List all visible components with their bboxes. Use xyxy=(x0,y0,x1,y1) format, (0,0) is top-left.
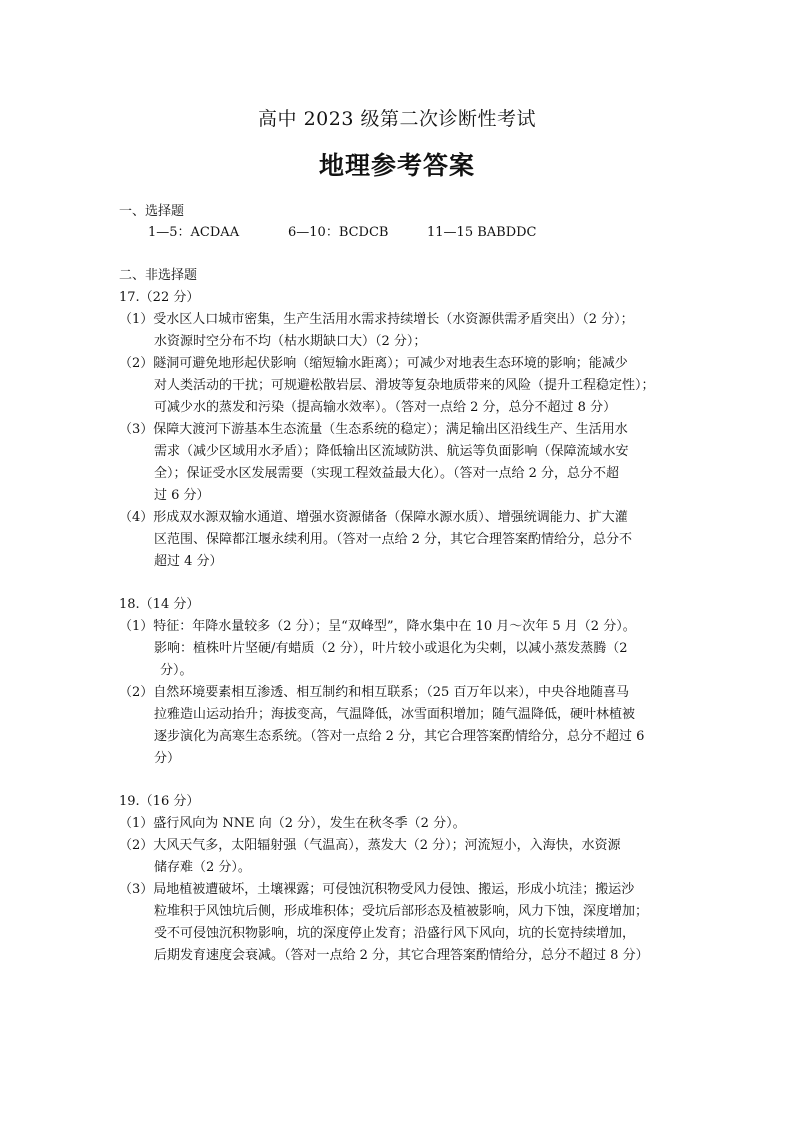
q17-line: 需求（减少区域用水矛盾）；降低输出区流域防洪、航运等负面影响（保障流域水安 xyxy=(154,444,629,459)
q19-line: （1）盛行风向为 NNE 向（2 分），发生在秋冬季（2 分）。 xyxy=(119,816,466,831)
q18-line: （1）特征：年降水量较多（2 分）；呈“双峰型”，降水集中在 10 月～次年 5 月（2 分）。 xyxy=(119,619,636,634)
q19-line: 储存难（2 分）。 xyxy=(154,860,251,875)
q17-line: （2）隧洞可避免地形起伏影响（缩短输水距离）；可减少对地表生态环境的影响；能减少 xyxy=(119,356,628,371)
q19-line: 受不可侵蚀沉积物影响，坑的深度停止发育；沿盛行风下风向，坑的长宽持续增加， xyxy=(154,926,636,941)
q17-line: 可减少水的蒸发和污染（提高输水效率）。（答对一点给 2 分，总分不超过 8 分） xyxy=(154,400,617,415)
q19-line: 粒堆积于风蚀坑后侧，形成堆积体；受坑后部形态及植被影响，风力下蚀，深度增加； xyxy=(154,904,649,919)
q17-line: （3）保障大渡河下游基本生态流量（生态系统的稳定）；满足输出区沿线生产、生活用水 xyxy=(119,422,628,437)
q17-line: 超过 4 分） xyxy=(154,554,223,569)
q19-line: （3）局地植被遭破坏，土壤裸露；可侵蚀沉积物受风力侵蚀、搬运，形成小坑洼；搬运沙 xyxy=(119,882,635,897)
mc-answers-1-5: 1—5：ACDAA xyxy=(148,225,240,240)
q19-title: 19.（16 分） xyxy=(119,794,200,809)
q18-line: 分）。 xyxy=(160,663,193,678)
q19-line: （2）大风天气多，太阳辐射强（气温高），蒸发大（2 分）；河流短小，入海快，水资源 xyxy=(119,838,621,853)
q17-line: 对人类活动的干扰；可规避松散岩层、滑坡等复杂地质带来的风险（提升工程稳定性）； xyxy=(154,378,655,393)
q18-line: 影响：植株叶片坚硬/有蜡质（2 分），叶片较小或退化为尖刺，以减小蒸发蒸腾（2 xyxy=(154,641,628,656)
q17-line: 水资源时空分布不均（枯水期缺口大）（2 分）； xyxy=(154,334,427,349)
q17-line: 全）；保证受水区发展需要（实现工程效益最大化）。（答对一点给 2 分，总分不超 xyxy=(154,466,620,481)
section2-heading: 二、非选择题 xyxy=(119,268,198,283)
q18-line: （2）自然环境要素相互渗透、相互制约和相互联系；（25 百万年以来），中央谷地随喜马 xyxy=(119,685,629,700)
section1-heading: 一、选择题 xyxy=(119,204,185,219)
q18-line: 逐步演化为高寒生态系统。（答对一点给 2 分，其它合理答案酌情给分，总分不超过 6 xyxy=(154,729,645,744)
exam-title: 高中 2023 级第二次诊断性考试 xyxy=(258,108,536,130)
q17-title: 17.（22 分） xyxy=(119,290,200,305)
q18-title: 18.（14 分） xyxy=(119,597,200,612)
q17-line: （1）受水区人口城市密集，生产生活用水需求持续增长（水资源供需矛盾突出）（2 分）； xyxy=(119,312,634,327)
q19-line: 后期发育速度会衰减。（答对一点给 2 分，其它合理答案酌情给分，总分不超过 8 分） xyxy=(154,948,649,963)
q18-line: 分） xyxy=(154,751,181,766)
q18-line: 拉雅造山运动抬升；海拔变高，气温降低，冰雪面积增加；随气温降低，硬叶林植被 xyxy=(154,707,636,722)
q17-line: 区范围、保障都江堰永续利用。（答对一点给 2 分，其它合理答案酌情给分，总分不 xyxy=(154,532,633,547)
q17-line: 过 6 分） xyxy=(154,488,210,503)
q17-line: （4）形成双水源双输水通道、增强水资源储备（保障水源水质）、增强统调能力、扩大灌 xyxy=(119,510,628,525)
mc-answers-6-10: 6—10：BCDCB xyxy=(288,225,389,240)
subject-title: 地理参考答案 xyxy=(318,151,475,180)
mc-answers-11-15: 11—15 BABDDC xyxy=(427,225,537,240)
